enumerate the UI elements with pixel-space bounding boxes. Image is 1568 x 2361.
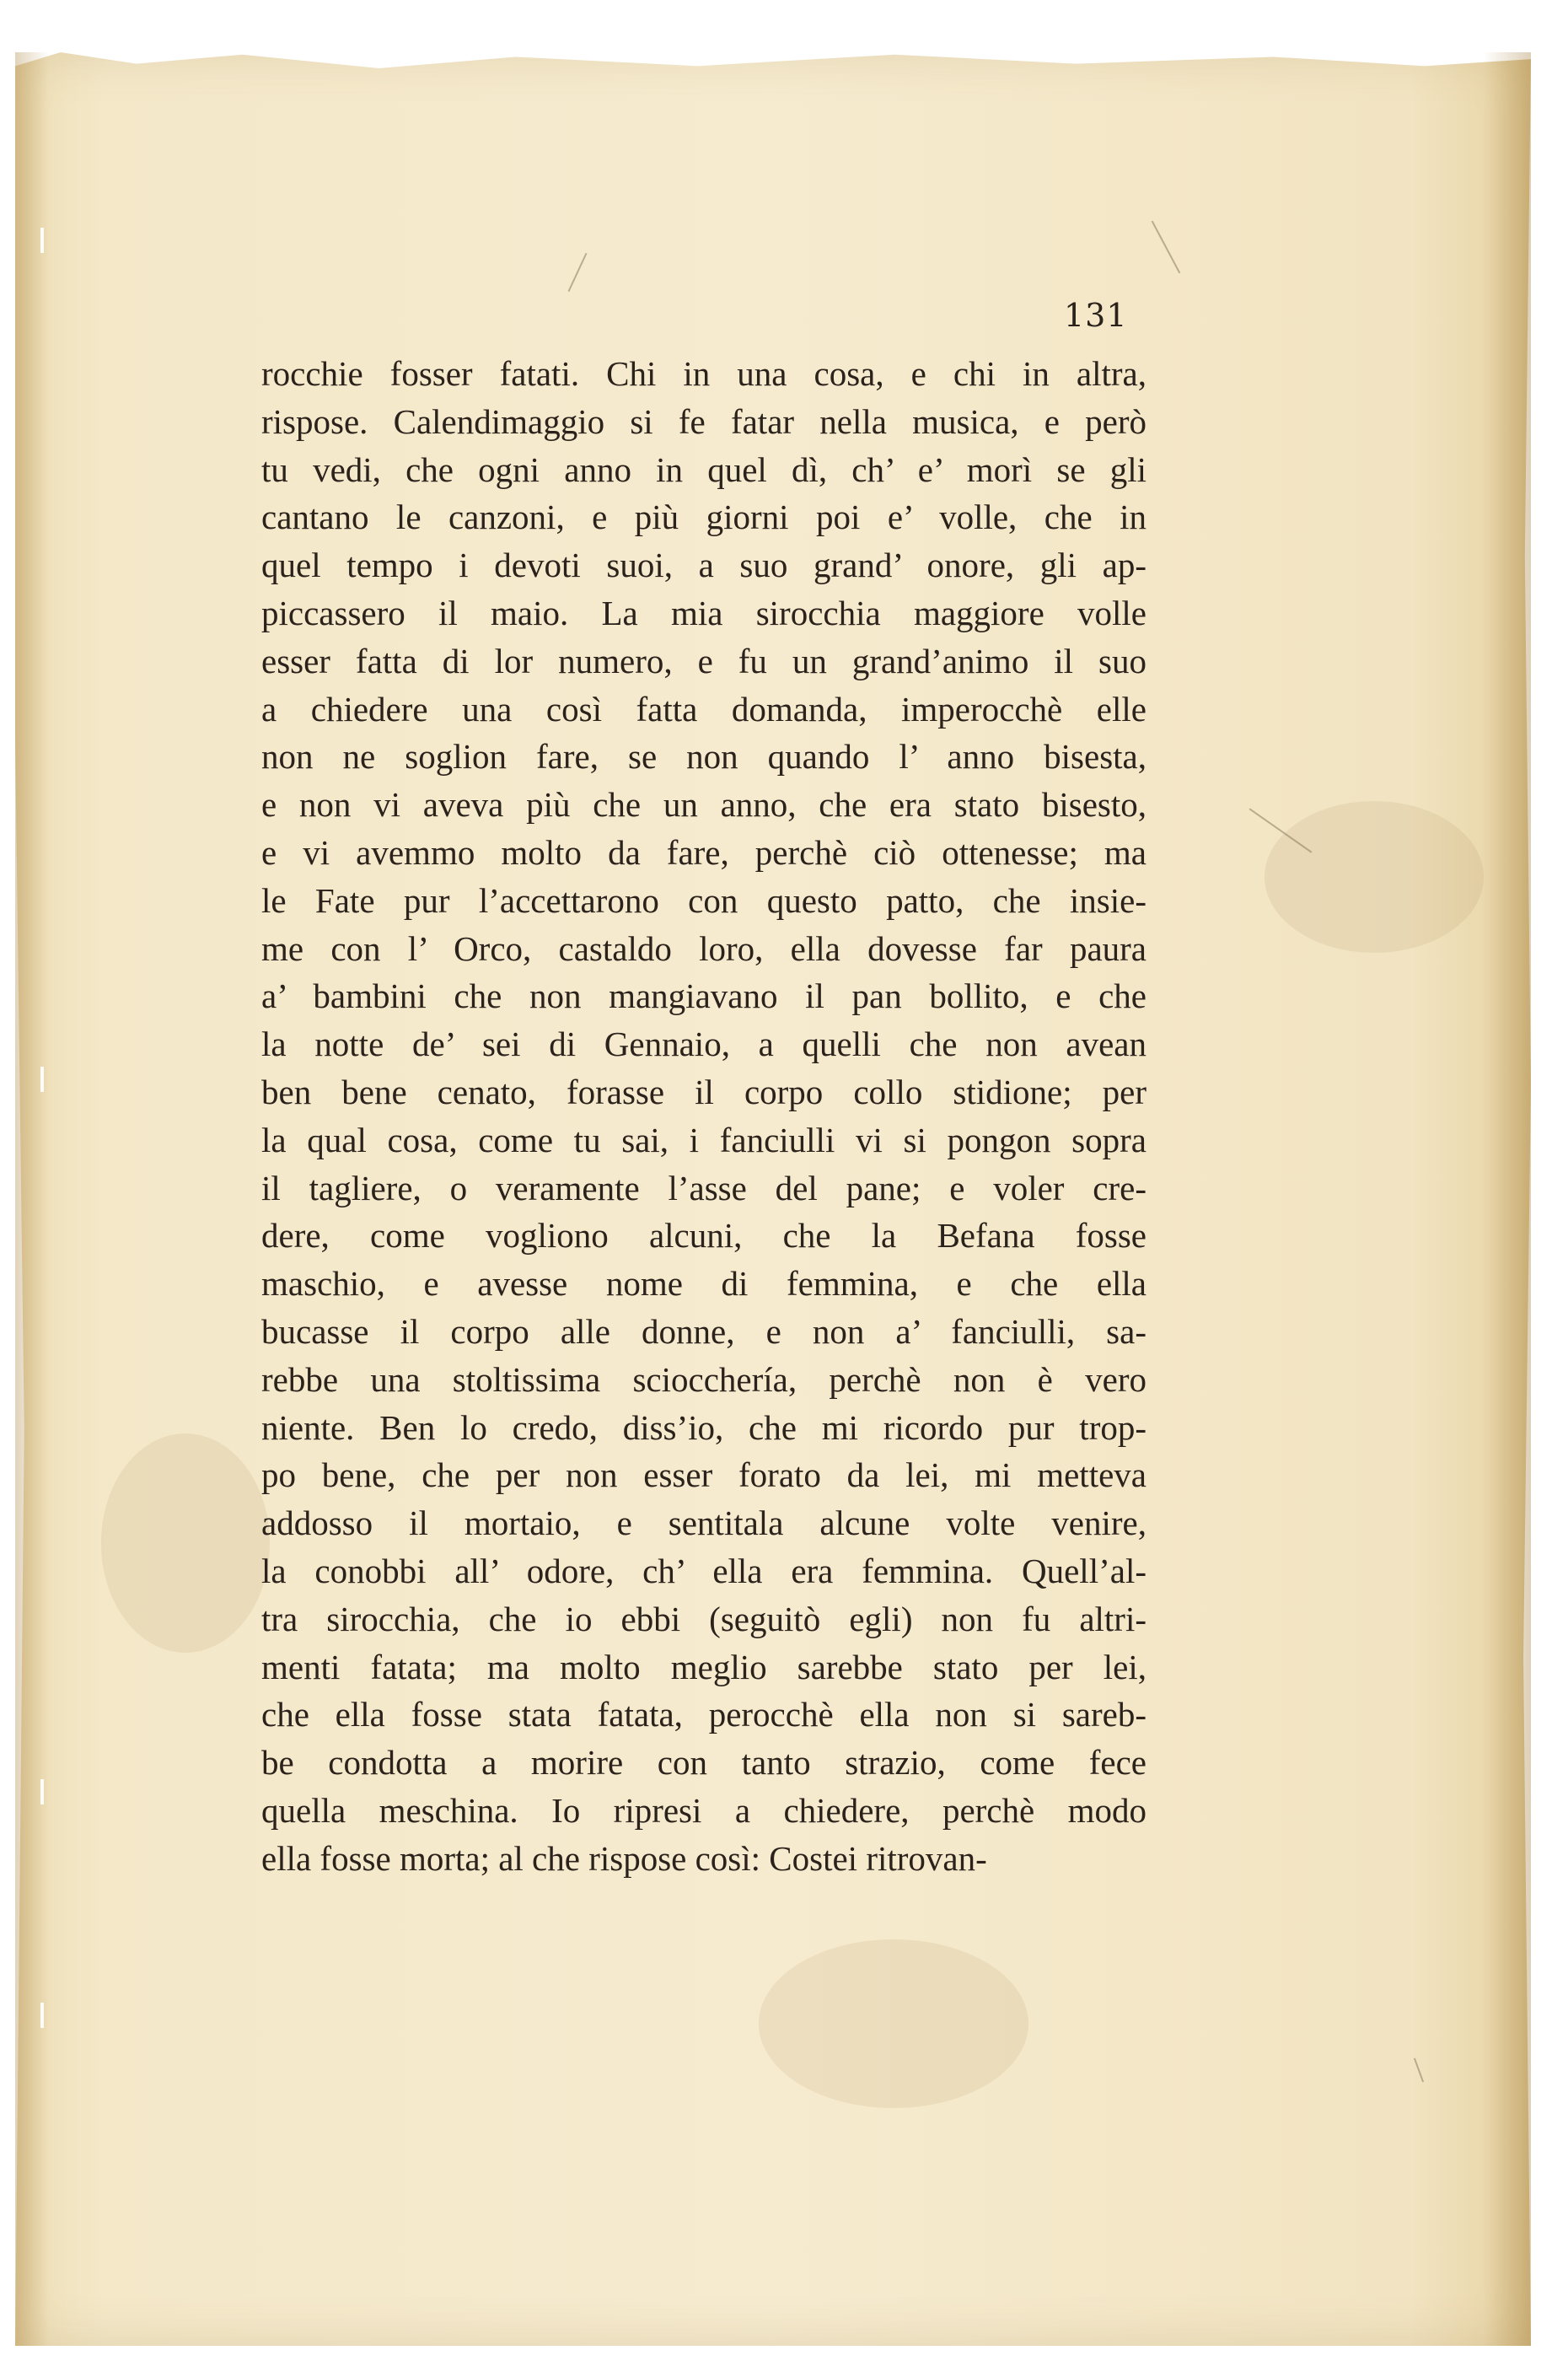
binding-stitch-mark bbox=[40, 1779, 44, 1804]
page-right-edge-shading bbox=[1484, 52, 1531, 2346]
text-line: e vi avemmo molto da fare, perchè ciò ottenesse; ma bbox=[261, 832, 1146, 872]
body-text bbox=[261, 350, 1146, 1883]
text-line: tu vedi, che ogni anno in quel dì, ch’ e’ morì se gli bbox=[261, 449, 1146, 489]
text-line: quella meschina. Io ripresi a chiedere, perchè modo bbox=[261, 1790, 1146, 1830]
text-line: piccassero il maio. La mia sirocchia maggiore volle bbox=[261, 593, 1146, 632]
text-line: menti fatata; ma molto meglio sarebbe stato per lei, bbox=[261, 1647, 1146, 1686]
text-line: dere, come vogliono alcuni, che la Befana fosse bbox=[261, 1216, 1146, 1256]
page-number: 131 bbox=[1064, 297, 1128, 334]
paper-stain bbox=[101, 1433, 270, 1653]
text-line: la conobbi all’ odore, ch’ ella era femmina. Quell’al- bbox=[261, 1551, 1146, 1590]
text-line: a’ bambini che non mangiavano il pan bollito, e che bbox=[261, 976, 1146, 1016]
text-line: ben bene cenato, forasse il corpo collo stidione; per bbox=[261, 1072, 1146, 1111]
text-line: rispose. Calendimaggio si fe fatar nella musica, e però bbox=[261, 401, 1146, 441]
text-line: be condotta a morire con tanto strazio, come fece bbox=[261, 1743, 1146, 1783]
text-line: quel tempo i devoti suoi, a suo grand’ onore, gli ap- bbox=[261, 546, 1146, 585]
binding-stitch-mark bbox=[40, 1067, 44, 1092]
text-line: ella fosse morta; al che rispose così: Costei ritrovan- bbox=[261, 1838, 987, 1878]
paper-stain bbox=[1265, 801, 1484, 953]
paper-stain bbox=[759, 1939, 1028, 2108]
text-line: la qual cosa, come tu sai, i fanciulli vi si pongon sopra bbox=[261, 1120, 1146, 1159]
text-line: po bene, che per non esser forato da lei, mi metteva bbox=[261, 1455, 1146, 1495]
text-line: me con l’ Orco, castaldo loro, ella dovesse far paura bbox=[261, 928, 1146, 968]
page-left-edge-shading bbox=[15, 52, 49, 2346]
text-line: le Fate pur l’accettarono con questo patto, che insie- bbox=[261, 880, 1146, 920]
binding-stitch-mark bbox=[40, 2003, 44, 2028]
text-line: esser fatta di lor numero, e fu un grand’animo il suo bbox=[261, 641, 1146, 680]
text-line: rebbe una stoltissima sciocchería, perchè non è vero bbox=[261, 1359, 1146, 1399]
text-line: tra sirocchia, che io ebbi (seguitò egli) non fu altri- bbox=[261, 1599, 1146, 1638]
text-line: non ne soglion fare, se non quando l’ anno bisesta, bbox=[261, 737, 1146, 777]
text-line: addosso il mortaio, e sentitala alcune volte venire, bbox=[261, 1503, 1146, 1543]
text-line: rocchie fosser fatati. Chi in una cosa, e chi in altra, bbox=[261, 354, 1146, 393]
text-line: cantano le canzoni, e più giorni poi e’ volle, che in bbox=[261, 497, 1146, 537]
text-line: a chiedere una così fatta domanda, imperocchè elle bbox=[261, 689, 1146, 729]
text-line: maschio, e avesse nome di femmina, e che ella bbox=[261, 1264, 1146, 1304]
text-line: niente. Ben lo credo, diss’io, che mi ricordo pur trop- bbox=[261, 1407, 1146, 1447]
text-line: bucasse il corpo alle donne, e non a’ fanciulli, sa- bbox=[261, 1311, 1146, 1351]
text-line: il tagliere, o veramente l’asse del pane; e voler cre- bbox=[261, 1168, 1146, 1207]
text-line: la notte de’ sei di Gennaio, a quelli che non avean bbox=[261, 1025, 1146, 1064]
text-line: e non vi aveva più che un anno, che era stato bisesto, bbox=[261, 785, 1146, 825]
binding-stitch-mark bbox=[40, 228, 44, 253]
text-line: che ella fosse stata fatata, perocchè ella non si sareb- bbox=[261, 1695, 1146, 1734]
